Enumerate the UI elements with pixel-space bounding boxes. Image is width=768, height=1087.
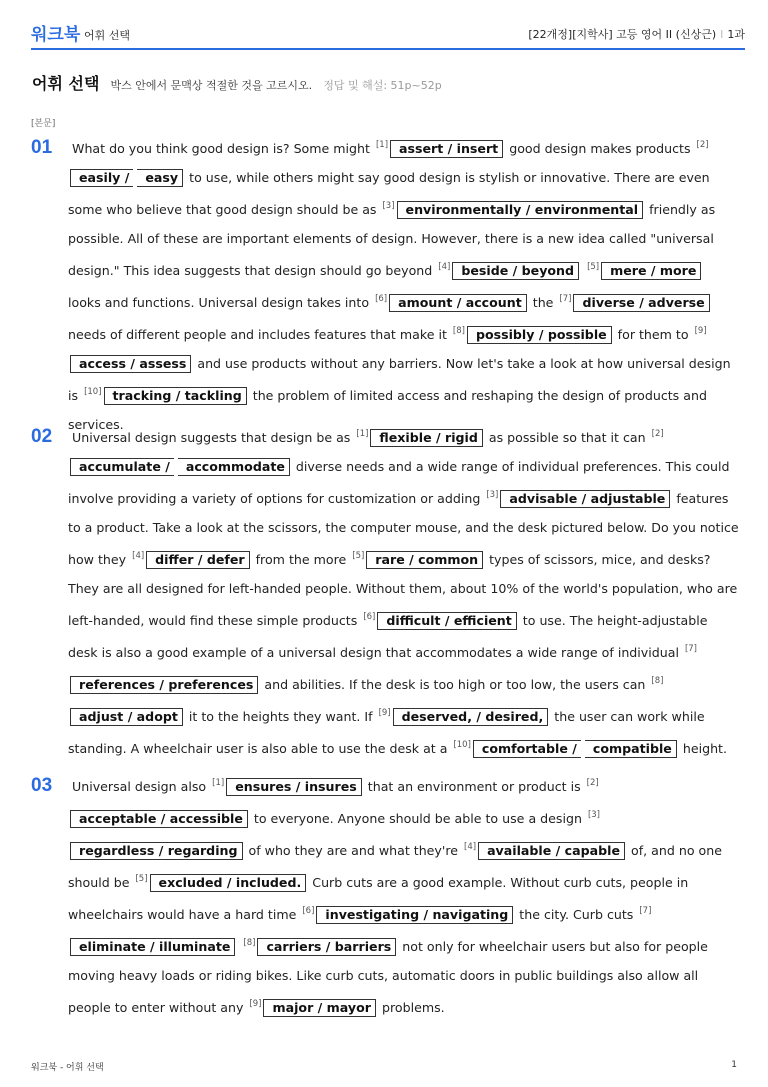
blank-index: [3] <box>486 490 499 500</box>
passage-text: height. <box>678 741 727 756</box>
header-subtitle: 어휘 선택 <box>84 29 131 42</box>
passage-text: the problem of limited access and reshaping the design of products and services. <box>68 388 707 432</box>
blank-index: [3] <box>382 201 395 211</box>
choice-box[interactable]: advisable / adjustable <box>500 490 670 508</box>
passage-text: to use. The height-adjustable desk is also a good example of a universal design that accommodates a wide range of individual <box>68 613 708 660</box>
passage-text <box>581 263 585 278</box>
choice-box[interactable]: major / mayor <box>263 999 375 1017</box>
title-row <box>32 71 442 94</box>
choice-box[interactable]: carriers / barriers <box>257 938 396 956</box>
choice-box[interactable]: accumulate / <box>70 458 174 476</box>
blank-index: [6] <box>375 294 388 304</box>
blank-index: [7] <box>639 906 652 916</box>
question-number: 03 <box>31 775 53 796</box>
course-name: [22개정][지학사] 고등 영어 II (신상근) <box>528 28 717 41</box>
blank-index: [7] <box>684 644 697 654</box>
passage-text: to everyone. Anyone should be able to use a design <box>249 811 586 826</box>
blank-index: [5] <box>135 874 148 884</box>
choice-box[interactable]: comfortable / <box>473 740 581 758</box>
passage-text: the user can work while standing. A wheelchair user is also able to use the desk at a <box>68 709 705 756</box>
choice-box[interactable]: deserved, / desired, <box>393 708 549 726</box>
passage-text: of who they are and what they're <box>244 843 463 858</box>
passage-text: as possible so that it can <box>484 430 650 445</box>
blank-index: [10] <box>84 387 102 397</box>
blank-index: [10] <box>453 740 471 750</box>
choice-box[interactable]: compatible <box>585 740 677 758</box>
choice-box[interactable]: acceptable / accessible <box>70 810 248 828</box>
choice-box[interactable]: flexible / rigid <box>370 429 482 447</box>
choice-box[interactable]: difficult / efficient <box>377 612 516 630</box>
blank-index: [2] <box>586 778 599 788</box>
blank-index: [5] <box>352 551 365 561</box>
lesson-label: 1과 <box>727 28 745 41</box>
blank-index: [7] <box>559 294 572 304</box>
question-number: 02 <box>31 426 53 447</box>
passage-text: of, and no one should be <box>68 843 722 890</box>
blank-index: [4] <box>132 551 145 561</box>
blank-index: [4] <box>464 842 477 852</box>
choice-box[interactable]: adjust / adopt <box>70 708 183 726</box>
passage-text: Universal design also <box>72 779 211 794</box>
passage-text: diverse needs and a wide range of individual preferences. This could involve providing a variety of options for customization or adding <box>68 459 730 506</box>
choice-box[interactable]: references / preferences <box>70 676 258 694</box>
blank-index: [2] <box>696 140 709 150</box>
passage-text: features to a product. Take a look at the scissors, the computer mouse, and the desk pictured below. Do you notice how they <box>68 491 739 567</box>
choice-box[interactable]: eliminate / illuminate <box>70 938 235 956</box>
header-course-info <box>528 26 745 42</box>
passage-text: friendly as possible. All of these are important elements of design. However, there is a new idea called "universal design." This idea suggests that design should go beyond <box>68 202 716 278</box>
passage-text: types of scissors, mice, and desks? They are all designed for left-handed people. Without them, about 10% of the world's population, who are left-handed, would find these simple products <box>68 552 738 628</box>
blank-index: [3] <box>587 810 600 820</box>
page-number: 1 <box>731 1060 737 1070</box>
blank-index: [1] <box>375 140 389 150</box>
page-header <box>31 20 745 48</box>
blank-index: [5] <box>587 262 600 272</box>
choice-box[interactable]: available / capable <box>478 842 625 860</box>
choice-box[interactable]: access / assess <box>70 355 191 373</box>
choice-box[interactable]: beside / beyond <box>452 262 579 280</box>
choice-box[interactable]: differ / defer <box>146 551 249 569</box>
choice-box[interactable]: tracking / tackling <box>104 387 247 405</box>
choice-box[interactable]: environmentally / environmental <box>397 201 644 219</box>
page-title: 어휘 선택 <box>32 74 100 93</box>
passage-text: needs of different people and includes features that make it <box>68 327 451 342</box>
blank-index: [1] <box>356 429 369 439</box>
question-number: 01 <box>31 137 53 158</box>
choice-box[interactable]: diverse / adverse <box>573 294 709 312</box>
choice-box[interactable]: possibly / possible <box>467 326 612 344</box>
choice-box[interactable]: assert / insert <box>390 140 503 158</box>
choice-box[interactable]: excluded / included. <box>150 874 307 892</box>
passage-text: good design makes products <box>505 141 695 156</box>
blank-index: [6] <box>302 906 315 916</box>
choice-box[interactable]: amount / account <box>389 294 527 312</box>
brand-logo-text: 워크북 <box>31 25 81 45</box>
blank-index: [9] <box>249 999 262 1009</box>
source-tag: [본문] <box>31 119 56 129</box>
passage-text: the <box>528 295 558 310</box>
passage-text: and use products without any barriers. Now let's take a look at how universal design is <box>68 356 731 403</box>
passage-text: to use, while others might say good design is stylish or innovative. There are even some who believe that good design should be as <box>68 170 710 217</box>
passage-text: and abilities. If the desk is too high or too low, the users can <box>260 677 650 692</box>
instruction-text: 박스 안에서 문맥상 적절한 것을 고르시오. <box>110 79 313 92</box>
question-text <box>68 769 740 1022</box>
passage-text: Universal design suggests that design be as <box>72 430 355 445</box>
blank-index: [8] <box>452 326 465 336</box>
choice-box[interactable]: ensures / insures <box>226 778 362 796</box>
blank-index: [1] <box>212 778 225 788</box>
header-divider <box>31 48 745 50</box>
question-text <box>68 420 740 763</box>
choice-box[interactable]: regardless / regarding <box>70 842 243 860</box>
blank-index: [9] <box>694 326 707 336</box>
choice-box[interactable]: easily / <box>70 169 133 187</box>
blank-index: [4] <box>438 262 451 272</box>
header-separator: I <box>720 28 724 41</box>
blank-index: [8] <box>243 938 256 948</box>
passage-text: problems. <box>377 1000 445 1015</box>
footer-label: 워크북 - 어휘 선택 <box>31 1063 104 1073</box>
passage-text: the city. Curb cuts <box>515 907 638 922</box>
passage-text: Curb cuts are a good example. Without curb cuts, people in wheelchairs would have a hard time <box>68 875 689 922</box>
answer-reference: 정답 및 해설: 51p~52p <box>323 79 442 92</box>
passage-text: looks and functions. Universal design takes into <box>68 295 374 310</box>
choice-box[interactable]: rare / common <box>366 551 483 569</box>
blank-index: [9] <box>378 708 391 718</box>
blank-index: [8] <box>651 676 664 686</box>
choice-box[interactable]: accommodate <box>178 458 290 476</box>
passage-text: not only for wheelchair users but also for people moving heavy loads or riding bikes. Like curb cuts, automatic doors in public buildings also allow all people to enter without any <box>68 939 708 1015</box>
passage-text <box>237 939 241 954</box>
blank-index: [6] <box>363 612 376 622</box>
choice-box[interactable]: mere / more <box>601 262 701 280</box>
passage-text: for them to <box>613 327 693 342</box>
passage-text: What do you think good design is? Some might <box>72 141 374 156</box>
choice-box[interactable]: investigating / navigating <box>316 906 513 924</box>
passage-text: that an environment or product is <box>363 779 585 794</box>
blank-index: [2] <box>651 429 664 439</box>
choice-box[interactable]: easy <box>137 169 183 187</box>
passage-text: from the more <box>251 552 351 567</box>
passage-text: it to the heights they want. If <box>184 709 377 724</box>
question-text <box>68 131 740 439</box>
